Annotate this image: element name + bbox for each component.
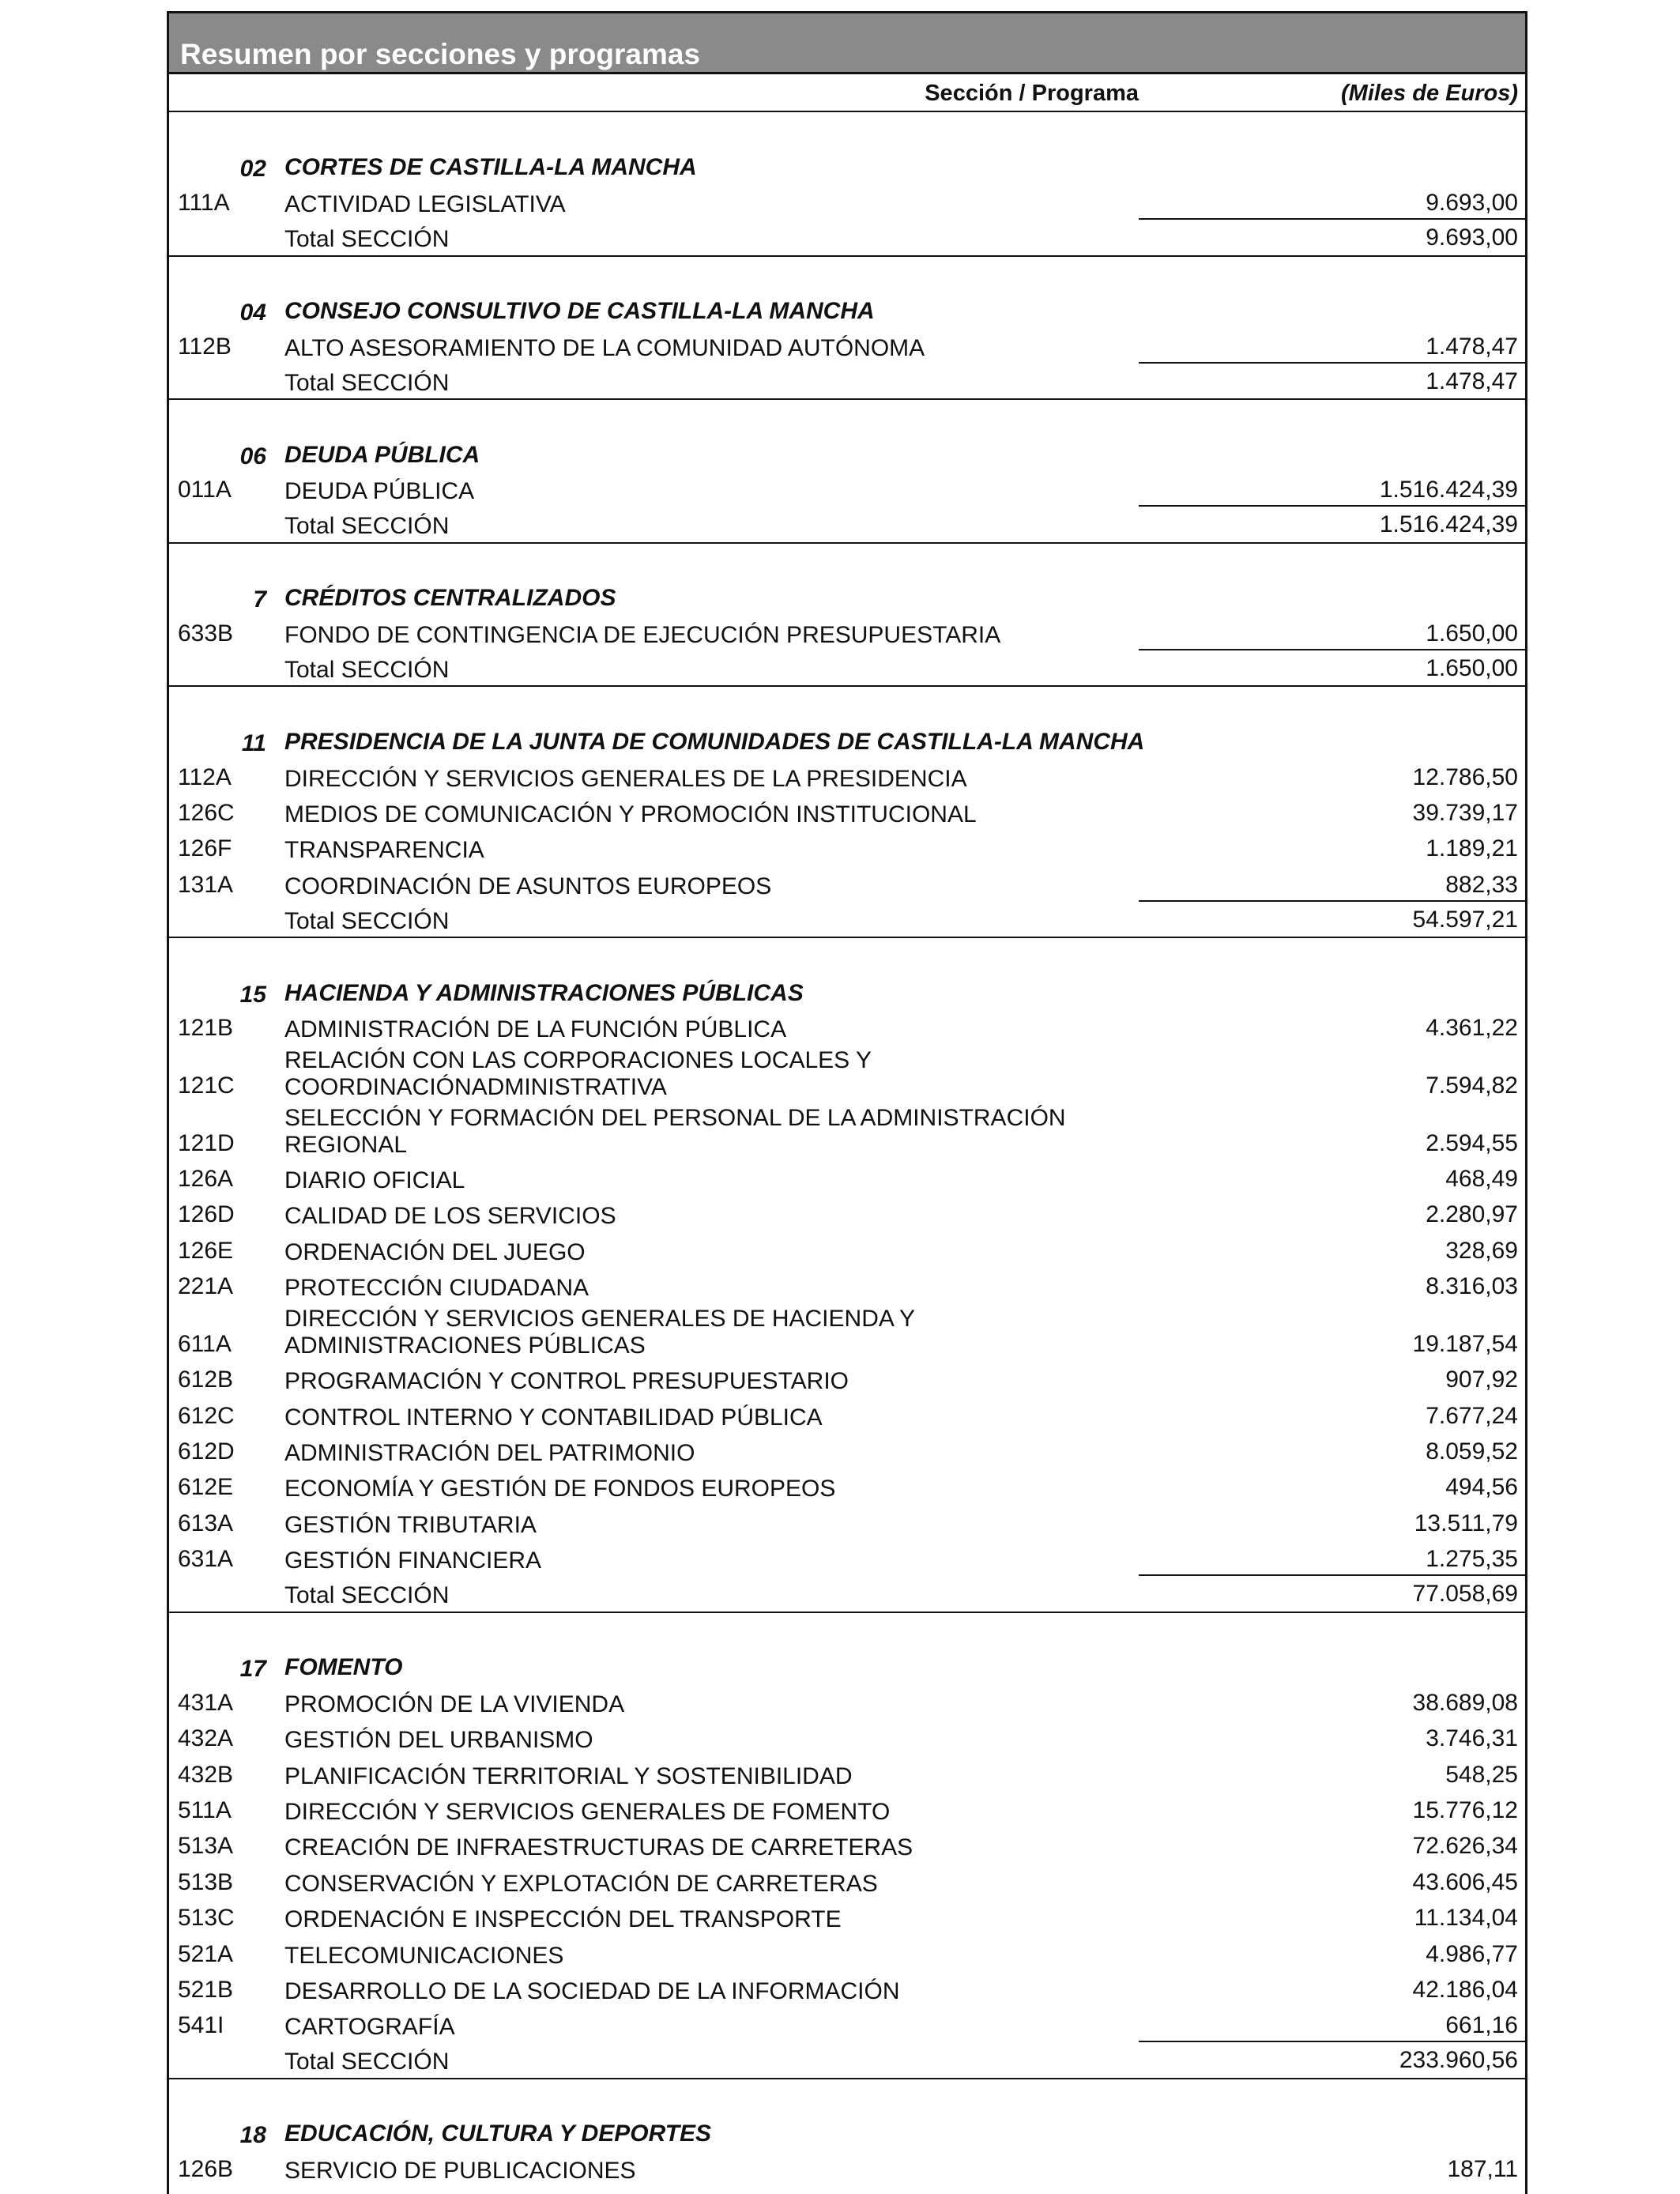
- section-number: 11: [241, 729, 266, 756]
- program-name: DIRECCIÓN Y SERVICIOS GENERALES DE HACIENDA Y: [284, 1305, 916, 1332]
- program-name: ORDENACIÓN DEL JUEGO: [284, 1238, 586, 1265]
- program-name: RELACIÓN CON LAS CORPORACIONES LOCALES Y: [284, 1046, 872, 1073]
- table-row: [167, 1045, 1527, 1103]
- section-number: 02: [239, 156, 266, 183]
- column-header-units: (Miles de Euros): [1341, 81, 1518, 106]
- table-row: [167, 471, 1527, 507]
- program-name: ALTO ASESORAMIENTO DE LA COMUNIDAD AUTÓNOMA: [284, 334, 925, 361]
- section-total-amount: 233.960,56: [1399, 2047, 1518, 2074]
- program-name: DEUDA PÚBLICA: [284, 478, 475, 505]
- program-name: ADMINISTRACIÓN DE LA FUNCIÓN PÚBLICA: [284, 1016, 787, 1043]
- table-row: [167, 1755, 1527, 1791]
- program-code: 612D: [178, 1438, 235, 1465]
- section-heading-row: [167, 292, 1527, 327]
- program-amount: 42.186,04: [1412, 1976, 1518, 2003]
- section-total-amount: 1.516.424,39: [1379, 511, 1518, 538]
- program-amount: 2.280,97: [1426, 1201, 1518, 1228]
- section-number: 04: [239, 300, 266, 326]
- program-code: 126D: [178, 1201, 235, 1228]
- program-amount: 7.594,82: [1426, 1072, 1518, 1099]
- program-amount: 2.594,55: [1426, 1129, 1518, 1156]
- table-row: [167, 1361, 1527, 1397]
- program-amount: 4.361,22: [1426, 1015, 1518, 1042]
- section-total-label: Total SECCIÓN: [284, 907, 450, 934]
- table-row: [167, 830, 1527, 865]
- program-name: PLANIFICACIÓN TERRITORIAL Y SOSTENIBILIDAD: [284, 1762, 853, 1789]
- table-row: [167, 1971, 1527, 2007]
- program-amount: 187,11: [1447, 2155, 1518, 2182]
- page-title: Resumen por secciones y programas: [180, 38, 701, 70]
- table-row: [167, 1899, 1527, 1935]
- program-code: 521A: [178, 1940, 234, 1967]
- section-total-amount: 1.478,47: [1426, 368, 1518, 394]
- section-number: 15: [239, 981, 266, 1008]
- section-name: CONSEJO CONSULTIVO DE CASTILLA-LA MANCHA: [284, 298, 875, 324]
- section-bottom-rule: [167, 685, 1527, 687]
- table-row: [167, 1231, 1527, 1267]
- section-bottom-rule: [167, 1612, 1527, 1613]
- program-code: 111A: [178, 190, 230, 217]
- program-amount: 4.986,77: [1426, 1940, 1518, 1967]
- table-row: [167, 615, 1527, 650]
- section-number: 18: [239, 2122, 266, 2149]
- section-bottom-rule: [167, 398, 1527, 400]
- section-total-row: [167, 1576, 1527, 1612]
- program-amount: 1.189,21: [1426, 835, 1518, 862]
- table-row: [167, 1863, 1527, 1898]
- table-row: [167, 2007, 1527, 2042]
- section-number: 17: [239, 1656, 266, 1682]
- program-code: 126A: [178, 1165, 234, 1192]
- program-name: DIARIO OFICIAL: [284, 1167, 465, 1193]
- program-amount: 38.689,08: [1412, 1689, 1518, 1716]
- program-amount: 15.776,12: [1412, 1796, 1518, 1823]
- program-code: 221A: [178, 1273, 234, 1300]
- program-code: 432A: [178, 1725, 234, 1752]
- program-code: 126C: [178, 799, 235, 826]
- program-amount: 8.059,52: [1426, 1438, 1518, 1465]
- program-amount: 11.134,04: [1414, 1905, 1518, 1932]
- program-name: DIRECCIÓN Y SERVICIOS GENERALES DE FOMENTO: [284, 1798, 891, 1825]
- section-total-row: [167, 902, 1527, 937]
- program-amount: 468,49: [1445, 1165, 1518, 1192]
- program-name: COORDINACIÓN DE ASUNTOS EUROPEOS: [284, 873, 772, 899]
- section-bottom-rule: [167, 2078, 1527, 2079]
- program-code: 126F: [178, 835, 232, 862]
- section-name: DEUDA PÚBLICA: [284, 441, 480, 468]
- program-name: ADMINISTRACIÓN DEL PATRIMONIO: [284, 1439, 695, 1466]
- program-amount: 19.187,54: [1412, 1330, 1518, 1357]
- program-amount: 3.746,31: [1426, 1725, 1518, 1752]
- table-row: [167, 1009, 1527, 1045]
- program-code: 126B: [178, 2155, 234, 2182]
- table-row: [167, 2151, 1527, 2186]
- table-row: [167, 1720, 1527, 1755]
- program-code: 432B: [178, 1761, 234, 1788]
- section-name: CORTES DE CASTILLA-LA MANCHA: [284, 154, 697, 181]
- program-name: PROGRAMACIÓN Y CONTROL PRESUPUESTARIO: [284, 1368, 849, 1395]
- program-name: ORDENACIÓN E INSPECCIÓN DEL TRANSPORTE: [284, 1906, 842, 1933]
- table-row: [167, 1468, 1527, 1504]
- program-name: ADMINISTRACIONES PÚBLICAS: [284, 1332, 646, 1359]
- section-number: 06: [239, 443, 266, 469]
- section-total-amount: 1.650,00: [1426, 655, 1518, 681]
- program-code: 521B: [178, 1976, 234, 2003]
- section-total-label: Total SECCIÓN: [284, 226, 450, 253]
- program-amount: 882,33: [1445, 871, 1518, 898]
- program-amount: 907,92: [1445, 1367, 1518, 1393]
- section-total-label: Total SECCIÓN: [284, 513, 450, 540]
- program-amount: 8.316,03: [1426, 1273, 1518, 1300]
- program-name: CREACIÓN DE INFRAESTRUCTURAS DE CARRETERAS: [284, 1834, 913, 1861]
- section-name: FOMENTO: [284, 1654, 403, 1680]
- program-name: ACTIVIDAD LEGISLATIVA: [284, 191, 566, 218]
- program-name: SERVICIO DE PUBLICACIONES: [284, 2157, 636, 2184]
- program-name: PROTECCIÓN CIUDADANA: [284, 1275, 590, 1302]
- table-row: [167, 794, 1527, 830]
- program-code: 612B: [178, 1367, 234, 1393]
- program-name: MEDIOS DE COMUNICACIÓN Y PROMOCIÓN INSTITUCIONAL: [284, 801, 977, 827]
- section-name: CRÉDITOS CENTRALIZADOS: [284, 585, 616, 612]
- program-amount: 9.693,00: [1426, 190, 1518, 217]
- table-row: [167, 327, 1527, 363]
- program-name: TRANSPARENCIA: [284, 837, 484, 864]
- table-row: [167, 1103, 1527, 1160]
- program-code: 613A: [178, 1510, 234, 1536]
- table-row: [167, 1504, 1527, 1540]
- section-total-label: Total SECCIÓN: [284, 657, 450, 683]
- program-code: 612C: [178, 1402, 235, 1429]
- program-name: CONSERVACIÓN Y EXPLOTACIÓN DE CARRETERAS: [284, 1870, 878, 1897]
- program-amount: 1.478,47: [1426, 333, 1518, 360]
- section-name: EDUCACIÓN, CULTURA Y DEPORTES: [284, 2120, 712, 2147]
- table-row: [167, 1268, 1527, 1303]
- section-total-row: [167, 220, 1527, 255]
- section-heading-row: [167, 722, 1527, 758]
- section-bottom-rule: [167, 542, 1527, 544]
- section-heading-row: [167, 2114, 1527, 2150]
- program-name: CARTOGRAFÍA: [284, 2014, 455, 2041]
- section-number: 7: [253, 586, 266, 613]
- table-row: [167, 1540, 1527, 1576]
- program-code: 121C: [178, 1072, 235, 1099]
- program-code: 541I: [178, 2012, 224, 2039]
- program-amount: 39.739,17: [1412, 799, 1518, 826]
- section-total-label: Total SECCIÓN: [284, 369, 450, 396]
- program-amount: 7.677,24: [1426, 1402, 1518, 1429]
- section-total-row: [167, 364, 1527, 399]
- program-code: 112A: [178, 763, 232, 790]
- section-total-row: [167, 2042, 1527, 2078]
- program-amount: 1.516.424,39: [1379, 477, 1518, 503]
- program-amount: 328,69: [1445, 1237, 1518, 1264]
- program-code: 112B: [178, 333, 232, 360]
- program-code: 511A: [178, 1796, 232, 1823]
- table-row: [167, 1196, 1527, 1231]
- table-row: [167, 1683, 1527, 1719]
- table-title-bar: [167, 11, 1527, 74]
- program-code: 011A: [178, 477, 232, 503]
- table-row: [167, 1397, 1527, 1432]
- program-amount: 43.606,45: [1412, 1868, 1518, 1895]
- table-row: [167, 1160, 1527, 1196]
- section-total-row: [167, 650, 1527, 686]
- section-bottom-rule: [167, 255, 1527, 257]
- program-name: ECONOMÍA Y GESTIÓN DE FONDOS EUROPEOS: [284, 1476, 836, 1502]
- program-name: COORDINACIÓNADMINISTRATIVA: [284, 1073, 667, 1100]
- section-heading-row: [167, 148, 1527, 183]
- program-name: GESTIÓN FINANCIERA: [284, 1547, 542, 1574]
- program-amount: 1.650,00: [1426, 620, 1518, 647]
- section-bottom-rule: [167, 937, 1527, 938]
- program-code: 513C: [178, 1905, 235, 1932]
- program-code: 131A: [178, 871, 234, 898]
- program-name: SELECCIÓN Y FORMACIÓN DEL PERSONAL DE LA ADMINISTRACIÓN: [284, 1104, 1066, 1131]
- section-heading-row: [167, 579, 1527, 614]
- section-name: HACIENDA Y ADMINISTRACIONES PÚBLICAS: [284, 979, 804, 1006]
- program-code: 126E: [178, 1237, 234, 1264]
- program-amount: 1.275,35: [1426, 1546, 1518, 1573]
- program-code: 633B: [178, 620, 234, 647]
- table-row: [167, 1303, 1527, 1361]
- program-code: 121B: [178, 1015, 234, 1042]
- program-name: DESARROLLO DE LA SOCIEDAD DE LA INFORMACIÓN: [284, 1977, 900, 2004]
- section-total-amount: 77.058,69: [1412, 1581, 1518, 1608]
- program-name: CALIDAD DE LOS SERVICIOS: [284, 1203, 616, 1230]
- section-total-label: Total SECCIÓN: [284, 2049, 450, 2075]
- program-amount: 661,16: [1445, 2012, 1518, 2039]
- program-code: 431A: [178, 1689, 234, 1716]
- table-row: [167, 865, 1527, 901]
- program-amount: 548,25: [1445, 1761, 1518, 1788]
- program-name: PROMOCIÓN DE LA VIVIENDA: [284, 1691, 625, 1717]
- table-row: [167, 1792, 1527, 1827]
- program-name: GESTIÓN DEL URBANISMO: [284, 1727, 593, 1754]
- program-code: 121D: [178, 1129, 235, 1156]
- section-heading-row: [167, 974, 1527, 1009]
- program-name: REGIONAL: [284, 1131, 408, 1158]
- table-row: [167, 1935, 1527, 1970]
- program-code: 631A: [178, 1546, 234, 1573]
- table-row: [167, 1827, 1527, 1863]
- section-name: PRESIDENCIA DE LA JUNTA DE COMUNIDADES DE CASTILLA-LA MANCHA: [284, 728, 1145, 755]
- program-name: TELECOMUNICACIONES: [284, 1942, 564, 1969]
- section-heading-row: [167, 435, 1527, 471]
- table-row: [167, 184, 1527, 220]
- program-code: 611A: [178, 1330, 232, 1357]
- column-header-row: [167, 74, 1527, 112]
- program-amount: 12.786,50: [1412, 763, 1518, 790]
- section-total-amount: 9.693,00: [1426, 224, 1518, 251]
- section-total-amount: 54.597,21: [1412, 906, 1518, 933]
- program-amount: 13.511,79: [1414, 1510, 1518, 1536]
- section-heading-row: [167, 1648, 1527, 1683]
- table-row: [167, 1433, 1527, 1468]
- section-total-row: [167, 507, 1527, 542]
- program-name: GESTIÓN TRIBUTARIA: [284, 1511, 537, 1538]
- program-name: CONTROL INTERNO Y CONTABILIDAD PÚBLICA: [284, 1404, 823, 1431]
- column-header-section-programa: Sección / Programa: [925, 81, 1139, 106]
- program-code: 513A: [178, 1833, 234, 1860]
- program-amount: 494,56: [1445, 1474, 1518, 1501]
- table-row: [167, 758, 1527, 794]
- program-code: 513B: [178, 1868, 234, 1895]
- program-name: FONDO DE CONTINGENCIA DE EJECUCIÓN PRESUPUESTARIA: [284, 621, 1001, 648]
- program-name: DIRECCIÓN Y SERVICIOS GENERALES DE LA PRESIDENCIA: [284, 765, 967, 792]
- program-code: 612E: [178, 1474, 234, 1501]
- program-amount: 72.626,34: [1412, 1833, 1518, 1860]
- section-total-label: Total SECCIÓN: [284, 1582, 450, 1609]
